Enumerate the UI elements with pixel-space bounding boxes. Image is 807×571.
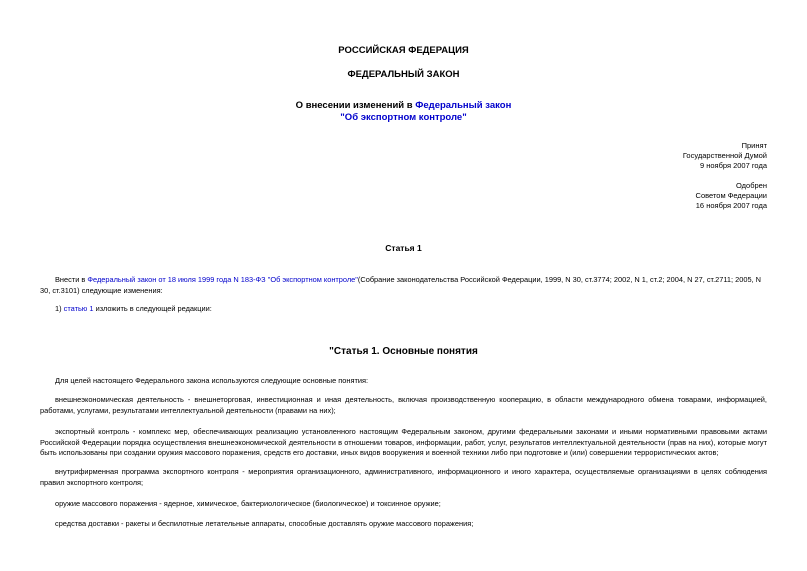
- law-title-prefix: О внесении изменений в: [295, 100, 416, 111]
- article-1-heading: "Статья 1. Основные понятия: [329, 346, 478, 357]
- accepted-line-1: Принят: [741, 141, 767, 150]
- p1-suffix: (Собрание законодательства Российской Федерации, 1999, N 30, ст.3774; 2002, N 1, ст.2; 2004, N 27, ст.2711; 2005, N 30, ст.3101) следующие изменения:: [40, 275, 762, 295]
- definitions-intro: Для целей настоящего Федерального закона используются следующие основные понятия:: [55, 376, 369, 385]
- definition-internal-program: внутрифирменная программа экспортного контроля - мероприятия организационного, административного, информационного и иного характера, осуществляемые организациями в целях соблюдения правил экспортного контроля;: [40, 467, 767, 487]
- definition-export-control: экспортный контроль - комплекс мер, обеспечивающих реализацию установленного настоящим Федеральным законом, другими федеральными законами и иными нормативными правовыми актами Российской Федерации порядка осуществления внешнеэкономической деятельности в отношении товаров, информации, работ, услуг, результатов интеллектуальной деятельности (прав на них), которые могут быть использованы при создании оружия массового поражения, средств его доставки, иных видов вооружения и военной техники либо при подготовке и (или) совершении террористических актов;: [40, 427, 767, 457]
- definition-foreign-economic-activity: внешнеэкономическая деятельность - внешнеторговая, инвестиционная и иная деятельность, включая производственную кооперацию, в области международного обмена товарами, информацией, работами, услугами, результатами интеллектуальной деятельности (правами на них);: [40, 395, 767, 415]
- accepted-line-2: Государственной Думой: [682, 151, 767, 160]
- approved-line-1: Одобрен: [736, 181, 767, 190]
- article-paragraph-1: [40, 275, 767, 296]
- accepted-block: [683, 141, 767, 171]
- approved-line-2: Советом Федерации: [695, 191, 767, 200]
- country-heading: РОССИЙСКАЯ ФЕДЕРАЦИЯ: [338, 45, 469, 56]
- approved-block: [696, 181, 767, 211]
- article-heading: Статья 1: [385, 243, 422, 253]
- federal-law-link[interactable]: Федеральный закон от 18 июля 1999 года N 183-ФЗ "Об экспортном контроле": [87, 275, 358, 284]
- article-1-link[interactable]: статью 1: [63, 304, 94, 313]
- law-title-link-2[interactable]: "Об экспортном контроле": [340, 112, 467, 123]
- definition-wmd: оружие массового поражения - ядерное, химическое, бактериологическое (биологическое) и токсинное оружие;: [55, 499, 441, 508]
- definition-delivery-means: средства доставки - ракеты и беспилотные летательные аппараты, способные доставлять оружие массового поражения;: [55, 519, 474, 528]
- p1-prefix: Внести в: [55, 275, 88, 284]
- p2-prefix: 1): [55, 304, 64, 313]
- law-title: [0, 100, 807, 124]
- law-type-heading: ФЕДЕРАЛЬНЫЙ ЗАКОН: [347, 69, 460, 80]
- p2-suffix: изложить в следующей редакции:: [93, 304, 212, 313]
- accepted-line-3: 9 ноября 2007 года: [699, 161, 767, 170]
- law-title-link[interactable]: Федеральный закон: [415, 100, 512, 111]
- approved-line-3: 16 ноября 2007 года: [695, 201, 767, 210]
- article-paragraph-2: [40, 304, 767, 315]
